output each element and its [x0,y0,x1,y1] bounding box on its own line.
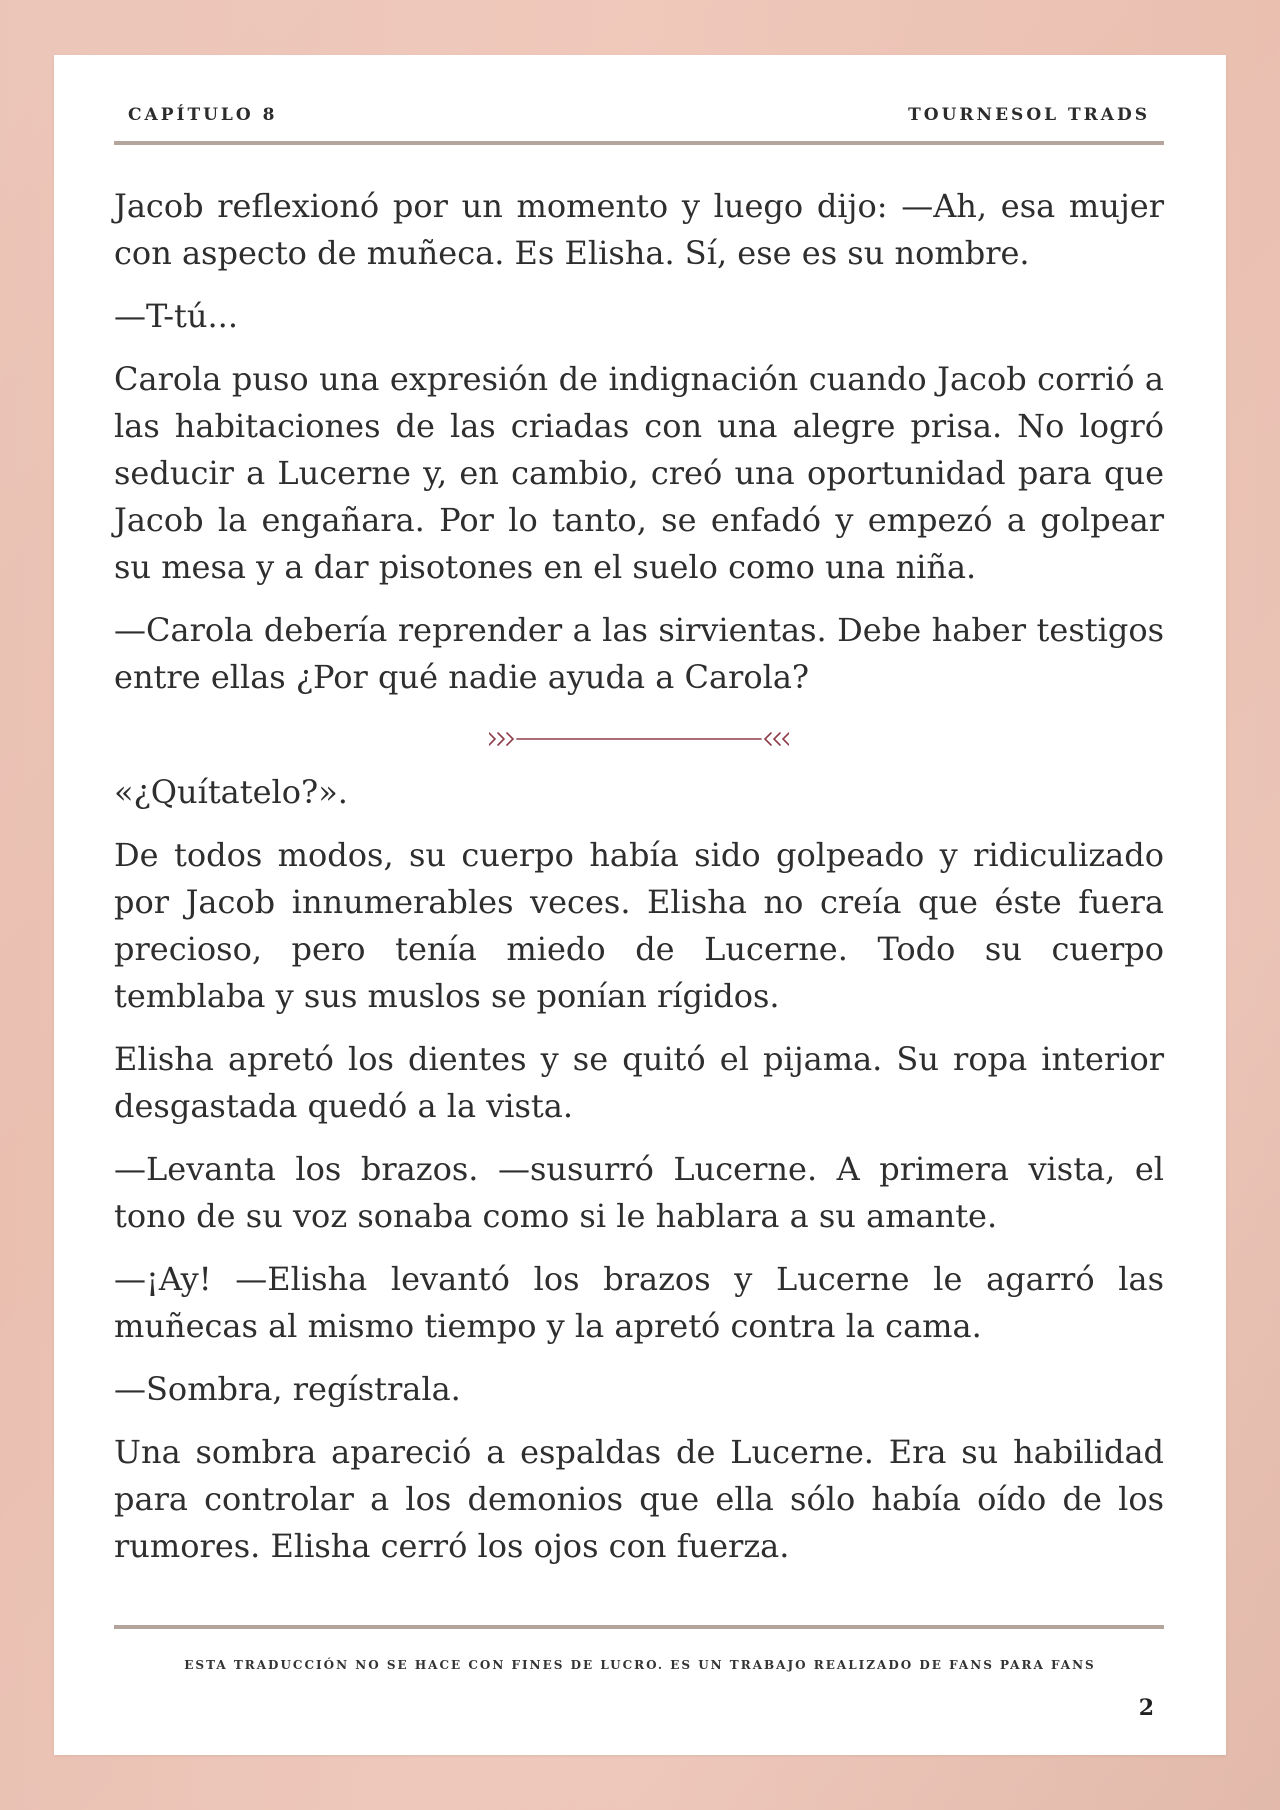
page-number: 2 [1138,1695,1154,1721]
section-divider [114,715,1164,763]
paragraph: —Carola debería reprender a las sirvientas. Debe haber testigos entre ellas ¿Por qué nadie ayuda a Carola? [114,611,1164,696]
group-label: TOURNESOL TRADS [908,105,1150,125]
paragraph: Carola puso una expresión de indignación cuando Jacob corrió a las habitaciones de las criadas con una alegre prisa. No logró seducir a Lucerne y, en cambio, creó una oportunidad para que Jacob la engañara. Por lo tanto, se enfadó y empezó a golpear su mesa y a dar pisotones en el suelo como una niña. [114,360,1164,586]
document-page [54,55,1226,1755]
footer-rule [114,1625,1164,1629]
chapter-label: CAPÍTULO 8 [128,105,278,125]
arrow-divider-icon [489,727,789,751]
paragraph: —Levanta los brazos. —susurró Lucerne. A primera vista, el tono de su voz sonaba como si le hablara a su amante. [114,1150,1164,1235]
header-rule [114,141,1164,145]
page-header [114,105,1164,145]
paragraph: Elisha apretó los dientes y se quitó el pijama. Su ropa interior desgastada quedó a la vista. [114,1040,1164,1125]
body-text [114,183,1164,1586]
footer-disclaimer: ESTA TRADUCCIÓN NO SE HACE CON FINES DE LUCRO. ES UN TRABAJO REALIZADO DE FANS PARA FANS [184,1658,1096,1672]
paragraph: «¿Quítatelo?». [114,773,348,811]
paragraph: Jacob reflexionó por un momento y luego dijo: —Ah, esa mujer con aspecto de muñeca. Es Elisha. Sí, ese es su nombre. [114,187,1164,272]
paragraph: Una sombra apareció a espaldas de Lucerne. Era su habilidad para controlar a los demonios que ella sólo había oído de los rumores. Elisha cerró los ojos con fuerza. [114,1433,1164,1565]
paragraph: —Sombra, regístrala. [114,1370,461,1408]
paragraph: —T-tú... [114,297,239,335]
paragraph: De todos modos, su cuerpo había sido golpeado y ridiculizado por Jacob innumerables veces. Elisha no creía que éste fuera precioso, pero tenía miedo de Lucerne. Todo su cuerpo temblaba y sus muslos se ponían rígidos. [114,836,1164,1015]
paragraph: —¡Ay! —Elisha levantó los brazos y Lucerne le agarró las muñecas al mismo tiempo y la apretó contra la cama. [114,1260,1164,1345]
